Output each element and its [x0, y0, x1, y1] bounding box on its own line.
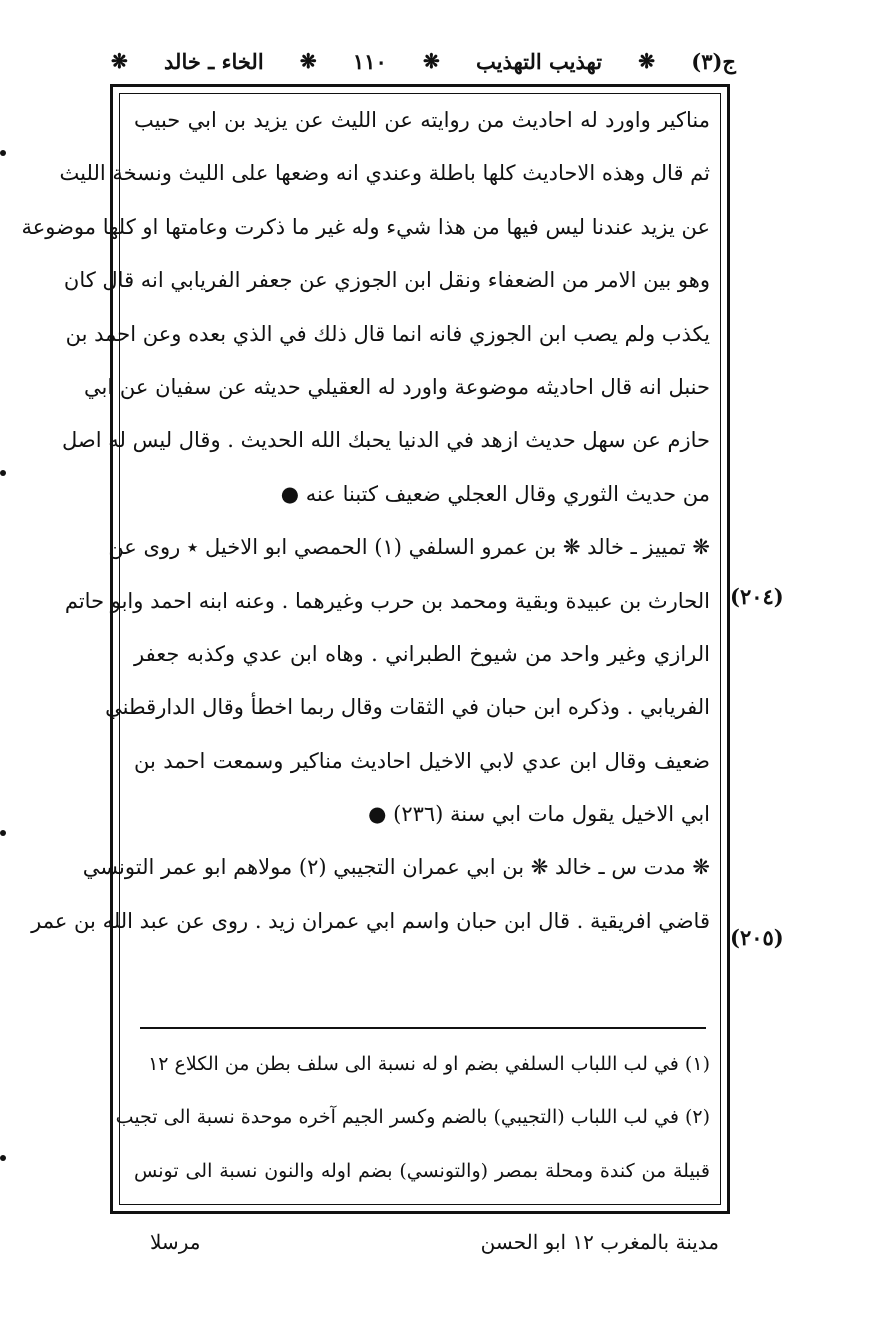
- ornament-icon: ❋: [422, 49, 440, 73]
- entry-number-204: (٢٠٤): [730, 584, 784, 609]
- below-frame-catchword: مرسلا: [150, 1230, 201, 1254]
- main-text: [21, 94, 710, 948]
- text-line: الرازي وغير واحد من شيوخ الطبراني . وهاه ابن عدي وكذبه جعفر: [134, 641, 710, 666]
- page-header: [108, 40, 736, 82]
- text-line: مناكير واورد له احاديث من روايته عن الليث عن يزيد بن ابي حبيب: [134, 108, 710, 132]
- entry-number-205: (٢٠٥): [730, 925, 784, 950]
- text-line: من حديث الثوري وقال العجلي ضعيف كتبنا عنه ●: [280, 481, 710, 506]
- volume-label: ج(٣): [691, 48, 736, 74]
- entry-heading-line: ❋ مدت س ـ خالد ❋ بن ابي عمران التجيبي (٢) مولاهم ابو عمر التونسي: [82, 855, 710, 880]
- ornament-icon: ❋: [299, 49, 317, 73]
- text-line: يكذب ولم يصب ابن الجوزي فانه انما قال ذلك في الذي بعده وعن احمد بن: [65, 321, 710, 346]
- page-number: ١١٠: [352, 48, 387, 74]
- ornament-icon: ❋: [638, 49, 656, 73]
- text-line: ابي الاخيل يقول مات ابي سنة (٢٣٦) ●: [368, 802, 710, 827]
- book-title: تهذيب التهذيب: [475, 48, 603, 74]
- text-line: الحارث بن عبيدة وبقية ومحمد بن حرب وغيرهما . وعنه ابنه احمد وابو حاتم: [64, 588, 710, 613]
- text-line: عن يزيد عندنا ليس فيها من هذا شيء وله غير ما ذكرت وعامتها او كلها موضوعة: [21, 214, 710, 239]
- text-line: قاضي افريقية . قال ابن حبان واسم ابي عمران زيد . روى عن عبد الله بن عمر: [31, 908, 710, 933]
- scan-speck: [0, 830, 6, 836]
- text-line: وهو بين الامر من الضعفاء ونقل ابن الجوزي عن جعفر الفريابي انه قال كان: [63, 268, 710, 293]
- footnote-line: (٢) في لب اللباب (التجيبي) بالضم وكسر الجيم آخره موحدة نسبة الى تجيب: [115, 1106, 710, 1129]
- scan-speck: [0, 150, 6, 156]
- scan-speck: [0, 470, 6, 476]
- text-line: حازم عن سهل حديث ازهد في الدنيا يحبك الله الحديث . وقال ليس له اصل: [62, 428, 710, 453]
- text-line: حنبل انه قال احاديثه موضوعة واورد له العقيلي حديثه عن سفيان عن ابي: [84, 374, 710, 399]
- scan-speck: [0, 1155, 6, 1161]
- text-line: الفريابي . وذكره ابن حبان في الثقات وقال ربما اخطأ وقال الدارقطني: [105, 695, 710, 720]
- text-line: ضعيف وقال ابن عدي لابي الاخيل احاديث مناكير وسمعت احمد بن: [134, 748, 710, 773]
- below-frame-note: مدينة بالمغرب ١٢ ابو الحسن: [480, 1230, 719, 1254]
- footnote-divider: [140, 1027, 706, 1029]
- section-title: الخاء ـ خالد: [164, 48, 264, 74]
- footnotes: [115, 1040, 710, 1200]
- entry-heading-line: ❋ تمييز ـ خالد ❋ بن عمرو السلفي (١) الحمصي ابو الاخيل ٭ روى عن: [108, 535, 710, 560]
- footnote-line: قبيلة من كندة ومحلة بمصر (والتونسي) بضم اوله والنون نسبة الى تونس: [134, 1159, 710, 1182]
- ornament-icon: ❋: [111, 49, 128, 73]
- text-line: ثم قال وهذه الاحاديث كلها باطلة وعندي انه وضعها على الليث ونسخة الليث: [59, 161, 710, 186]
- footnote-line: (١) في لب اللباب السلفي بضم او له نسبة الى سلف بطن من الكلاع ١٢: [148, 1053, 710, 1075]
